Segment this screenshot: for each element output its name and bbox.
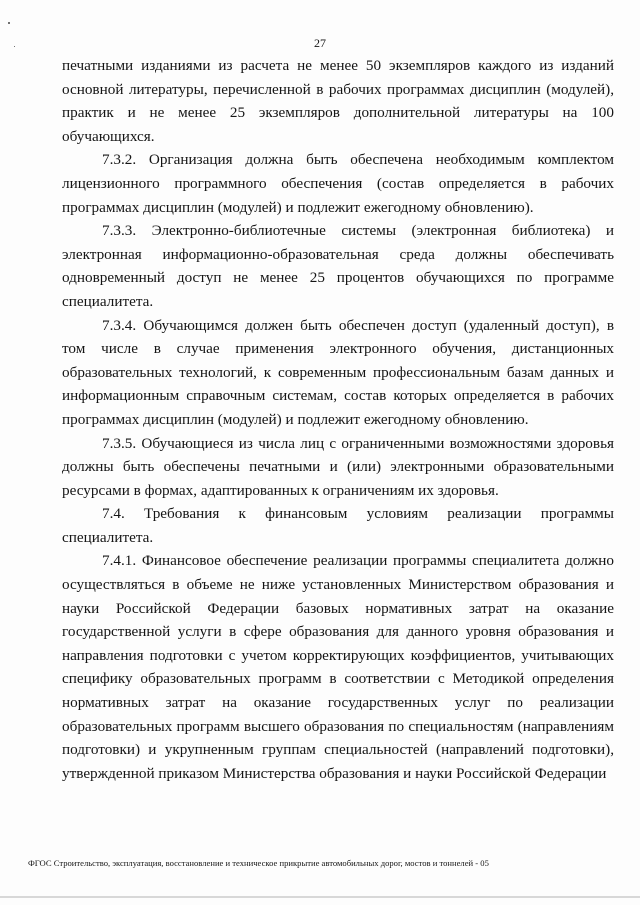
document-body bbox=[62, 54, 614, 785]
scan-edge bbox=[0, 896, 640, 898]
page-footer: ФГОС Строительство, эксплуатация, восстановление и техническое прикрытие автомобильных дорог, мостов и тоннелей - 05 bbox=[28, 858, 489, 868]
paragraph-continuation: печатными изданиями из расчета не менее 50 экземпляров каждого из изданий основной литературы, перечисленной в рабочих программах дисциплин (модулей), практик и не менее 25 экземпляров дополнительной литературы на 100 обучающихся. bbox=[62, 57, 614, 145]
paragraph-7-4-1: 7.4.1. Финансовое обеспечение реализации программы специалитета должно осуществляться в объеме не ниже установленных Министерством образования и науки Российской Федерации базовых нормативных затрат на оказание государственной услуги в сфере образования для данного уровня образования и направления подготовки с учетом корректирующих коэффициентов, учитывающих специфику образовательных программ в соответствии с Методикой определения нормативных затрат на оказание государственных услуг по реализации образовательных программ высшего образования по специальностям (направлениям подготовки) и укрупненным группам специальностей (направлений подготовки), утвержденной приказом Министерства образования и науки Российской Федерации bbox=[62, 552, 614, 782]
paragraph-7-3-2: 7.3.2. Организация должна быть обеспечена необходимым комплектом лицензионного программного обеспечения (состав определяется в рабочих программах дисциплин (модулей) и подлежит ежегодному обновлению). bbox=[62, 151, 614, 216]
paragraph-7-3-4: 7.3.4. Обучающимся должен быть обеспечен доступ (удаленный доступ), в том числе в случае применения электронного обучения, дистанционных образовательных технологий, к современным профессиональным базам данных и информационным справочным системам, состав которых определяется в рабочих программах дисциплин (модулей) и подлежит ежегодному обновлению. bbox=[62, 316, 614, 428]
paragraph-7-3-3: 7.3.3. Электронно-библиотечные системы (электронная библиотека) и электронная информационно-образовательная среда должны обеспечивать одновременный доступ не менее 25 процентов обучающихся по программе специалитета. bbox=[62, 222, 614, 310]
page-number: 27 bbox=[314, 36, 326, 50]
scan-speck bbox=[8, 22, 10, 24]
paragraph-7-3-5: 7.3.5. Обучающиеся из числа лиц с ограниченными возможностями здоровья должны быть обеспечены печатными и (или) электронными образовательными ресурсами в формах, адаптированных к ограничениям их здоровья. bbox=[62, 434, 614, 499]
section-heading-7-4: 7.4. Требования к финансовым условиям реализации программы специалитета. bbox=[62, 505, 614, 546]
